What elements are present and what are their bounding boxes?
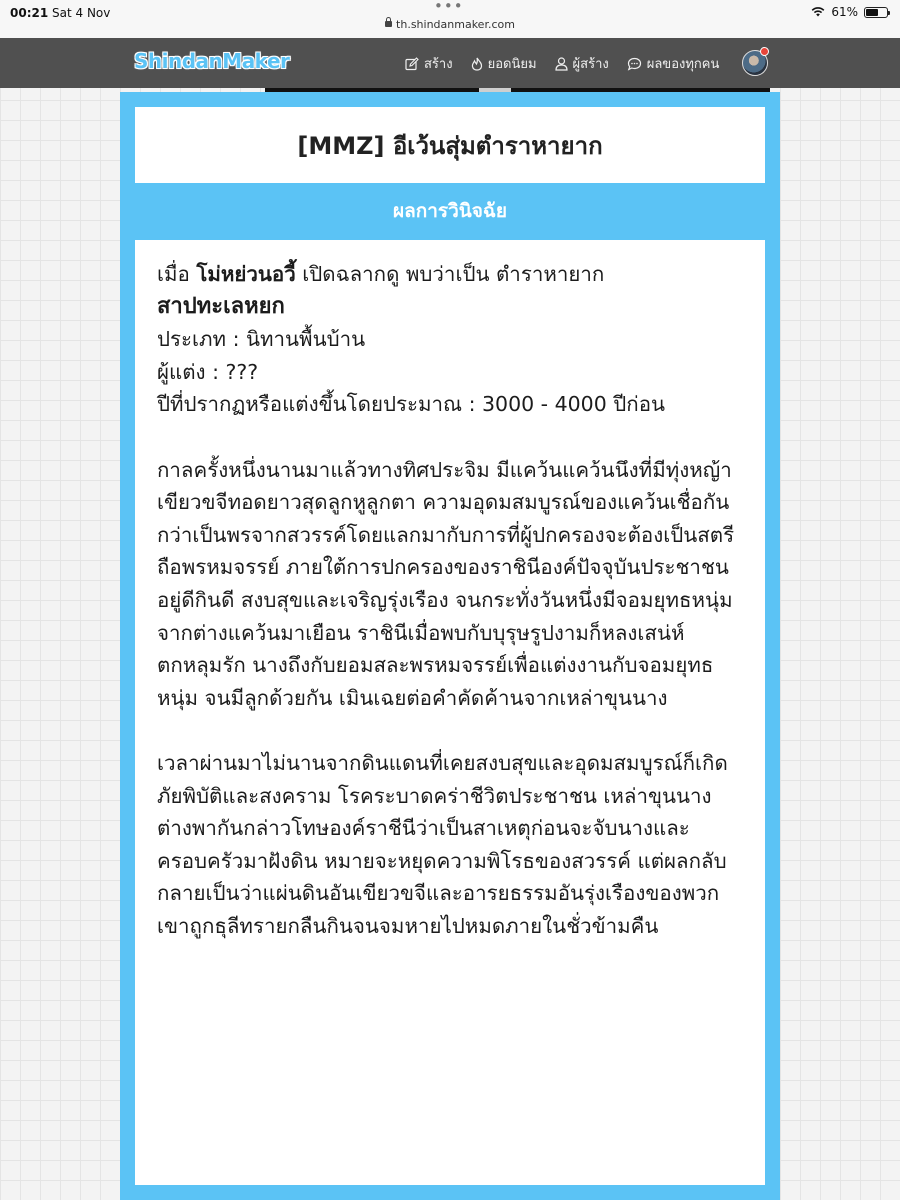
lock-icon	[385, 21, 392, 27]
result-section-heading: ผลการวินิจฉัย	[392, 200, 508, 222]
nav-creators-label: ผู้สร้าง	[572, 57, 609, 72]
chat-bubble-icon	[627, 57, 642, 71]
spacer	[157, 714, 745, 747]
nav-popular-label: ยอดนิยม	[487, 57, 537, 72]
notification-dot	[760, 47, 769, 56]
spacer	[157, 421, 745, 454]
book-author: ผู้แต่ง : ???	[157, 359, 259, 384]
status-date: Sat 4 Nov	[52, 6, 111, 20]
nav-everyone-results[interactable]	[627, 53, 720, 74]
nav-create[interactable]	[405, 53, 453, 74]
site-logo[interactable]: ShindanMaker	[134, 49, 290, 73]
nav-creators[interactable]	[555, 53, 609, 74]
wifi-icon	[811, 7, 825, 17]
story-paragraph-2: เวลาผ่านมาไม่นานจากดินแดนที่เคยสงบสุขและอุดมสมบูรณ์ก็เกิดภัยพิบัติและสงคราม โรคระบาดคร่าชีวิตประชาชน เหล่าขุนนางต่างพากันกล่าวโทษองค์ราชีนีว่าเป็นสาเหตุก่อนจะจับนางและครอบครัวมาฝังดิน หมายจะหยุดความพิโรธของสวรรค์ แต่ผลกลับกลายเป็นว่าแผ่นดินอันเขียวขจีและอารยธรรมอันรุ่งเรืองของพวกเขาถูกธุลีทรายกลืนกินจนจมหายไปหมดภายในชั่วข้ามคืน	[157, 750, 728, 938]
battery-percent: 61%	[831, 5, 858, 19]
status-indicators	[811, 5, 888, 19]
book-type: ประเภท : นิทานพื้นบ้าน	[157, 327, 366, 352]
book-name: สาปทะเลหยก	[157, 293, 285, 319]
main-nav	[405, 53, 719, 74]
user-name: โม่หย่วนอวี้	[196, 262, 296, 286]
result-content	[135, 240, 765, 1185]
nav-everyone-results-label: ผลของทุกคน	[646, 57, 720, 72]
battery-icon	[864, 7, 888, 18]
nav-popular[interactable]	[471, 53, 537, 74]
result-card	[120, 92, 780, 1200]
multitasking-dots[interactable]: •••	[434, 0, 464, 15]
intro-prefix: เมื่อ	[157, 262, 197, 286]
status-bar	[0, 0, 900, 38]
user-icon	[555, 57, 568, 71]
result-intro	[157, 258, 745, 291]
story-paragraph-1: กาลครั้งหนึ่งนานมาแล้วทางทิศประจิม มีแคว้นแคว้นนึงที่มีทุ่งหญ้าเขียวขจีทอดยาวสุดลูกหูลูกตา ความอุดมสมบูรณ์ของแคว้นเชื่อกันกว่าเป็นพรจากสวรรค์โดยแลกมากับการที่ผู้ปกครองจะต้องเป็นสตรีถือพรหมจรรย์ ภายใต้การปกครองของราชินีองค์ปัจจุบันประชาชนอยู่ดีกินดี สงบสุขและเจริญรุ่งเรือง จนกระทั่งวันหนึ่งมีจอมยุทธหนุ่มจากต่างแคว้นมาเยือน ราชินีเมื่อพบกับบุรุษรูปงามก็หลงเสน่ห์ตกหลุมรัก นางถึงกับยอมสละพรหมจรรย์เพื่อแต่งงานกับจอมยุทธหนุ่ม จนมีลูกด้วยกัน เมินเฉยต่อคำคัดค้านจากเหล่าขุนนาง	[157, 457, 735, 710]
status-time: 00:21	[10, 6, 49, 20]
shindan-title[interactable]: [MMZ] อีเว้นสุ่มตำราหายาก	[135, 107, 765, 183]
address-url: th.shindanmaker.com	[396, 18, 515, 31]
nav-create-label: สร้าง	[424, 57, 453, 72]
intro-suffix: เปิดฉลากดู พบว่าเป็น ตำราหายาก	[295, 262, 605, 286]
edit-icon	[405, 57, 419, 71]
flame-icon	[471, 57, 483, 71]
address-bar[interactable]	[0, 18, 900, 31]
book-year: ปีที่ปรากฏหรือแต่งขึ้นโดยประมาณ : 3000 - 4000 ปีก่อน	[157, 392, 666, 417]
